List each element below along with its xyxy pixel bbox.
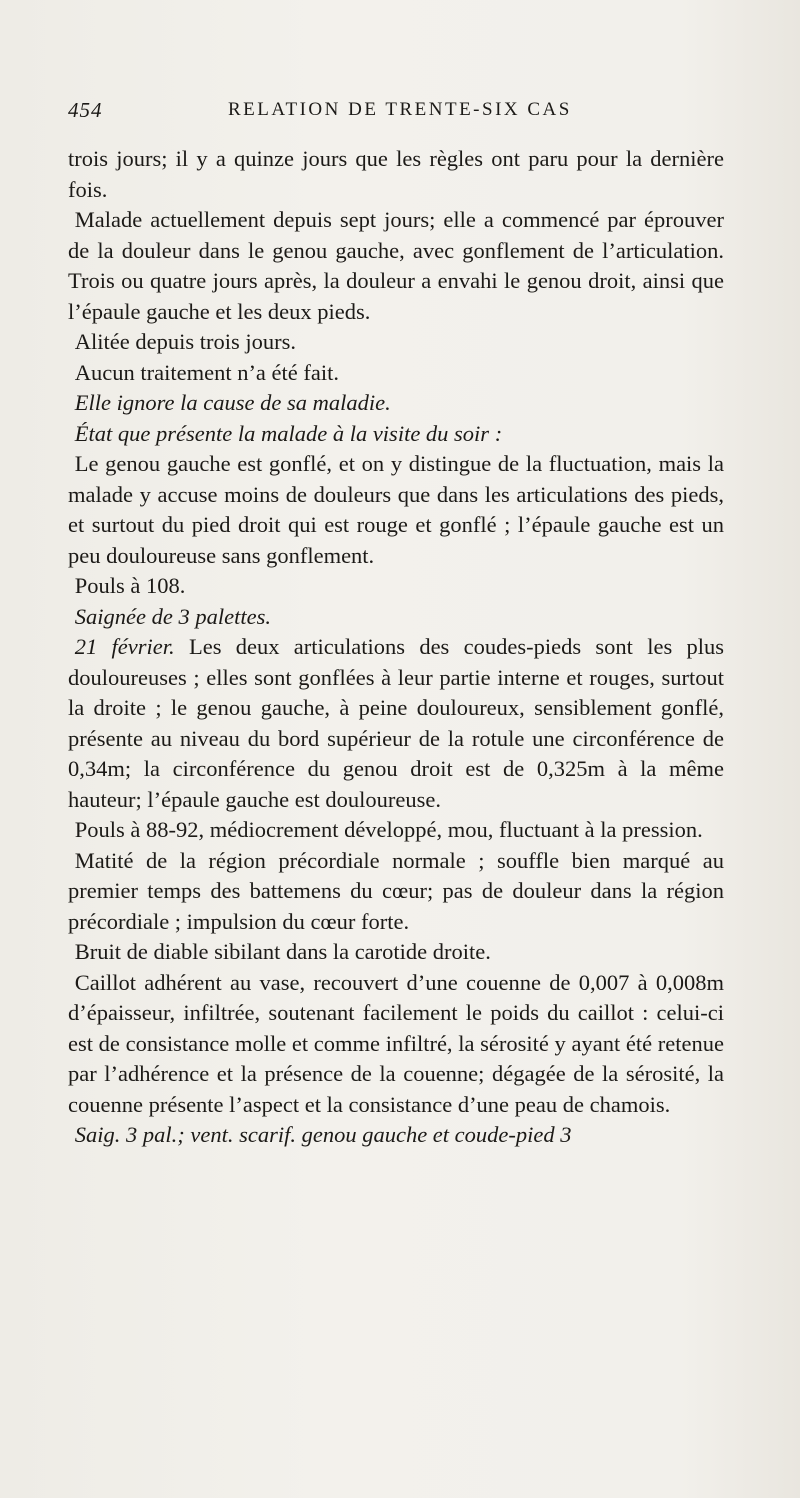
paragraph-13: Bruit de diable sibilant dans la carotide droite.	[74, 939, 491, 964]
paragraph-5: Elle ignore la cause de sa maladie.	[74, 390, 391, 415]
paragraph-3: Alitée depuis trois jours.	[74, 329, 296, 354]
paragraph-4: Aucun traitement n’a été fait.	[74, 359, 340, 385]
paragraph-15: Saig. 3 pal.; vent. scarif. genou gauche et coude-pied 3	[74, 1122, 572, 1147]
paragraph-12: Matité de la région précordiale normale ; souffle bien marqué au premier temps des battemens du cœur; pas de douleur dans la région précordiale ; impulsion du cœur forte.	[68, 847, 724, 934]
paragraph-7: Le genou gauche est gonflé, et on y distingue de la fluctuation, mais la malade y accuse moins de douleurs que dans les articulations des pieds, et surtout du pied droit qui est rouge et gonflé ; l’épaule gauche est un peu douloureuse sans gonflement.	[68, 451, 724, 568]
running-head: RELATION DE TRENTE-SIX CAS	[228, 99, 572, 120]
paragraph-14: Caillot adhérent au vase, recouvert d’une couenne de 0,007 à 0,008m d’épaisseur, infiltrée, soutenant facilement le poids du caillot : celui-ci est de consistance molle et comme infiltré, la sérosité y ayant été retenue par l’adhérence et la présence de la couenne; dégagée de la sérosité, la couenne présente l’aspect et la consistance d’une peau de chamois.	[68, 969, 724, 1117]
paragraph-9: Saignée de 3 palettes.	[74, 603, 271, 629]
body-text	[68, 144, 724, 1151]
paragraph-8: Pouls à 108.	[74, 573, 186, 598]
paragraph-10-text: Les deux articulations des coudes-pieds sont les plus douloureuses ; elles sont gonflées à leur partie interne et rouges, surtout la droite ; le genou gauche, à peine douloureux, sensiblement gonflé, présente au niveau du bord supérieur de la rotule une circonférence de 0,34m; la circonférence du genou droit est de 0,325m à la même hauteur; l’épaule gauche est douloureuse.	[68, 634, 725, 812]
paragraph-11: Pouls à 88-92, médiocrement développé, mou, fluctuant à la pression.	[74, 817, 703, 842]
paragraph-10	[68, 632, 724, 815]
page-header	[68, 98, 728, 128]
paragraph-2: Malade actuellement depuis sept jours; elle a commencé par éprouver de la douleur dans le genou gauche, avec gonflement de l’articulation. Trois ou quatre jours après, la douleur a envahi le genou droit, ainsi que l’épaule gauche et les deux pieds.	[68, 207, 724, 324]
page-number: 454	[68, 98, 103, 122]
date-lead: 21 février.	[74, 634, 175, 659]
paragraph-6: État que présente la malade à la visite du soir :	[74, 420, 503, 446]
paragraph-1: trois jours; il y a quinze jours que les règles ont paru pour la dernière fois.	[68, 146, 724, 202]
